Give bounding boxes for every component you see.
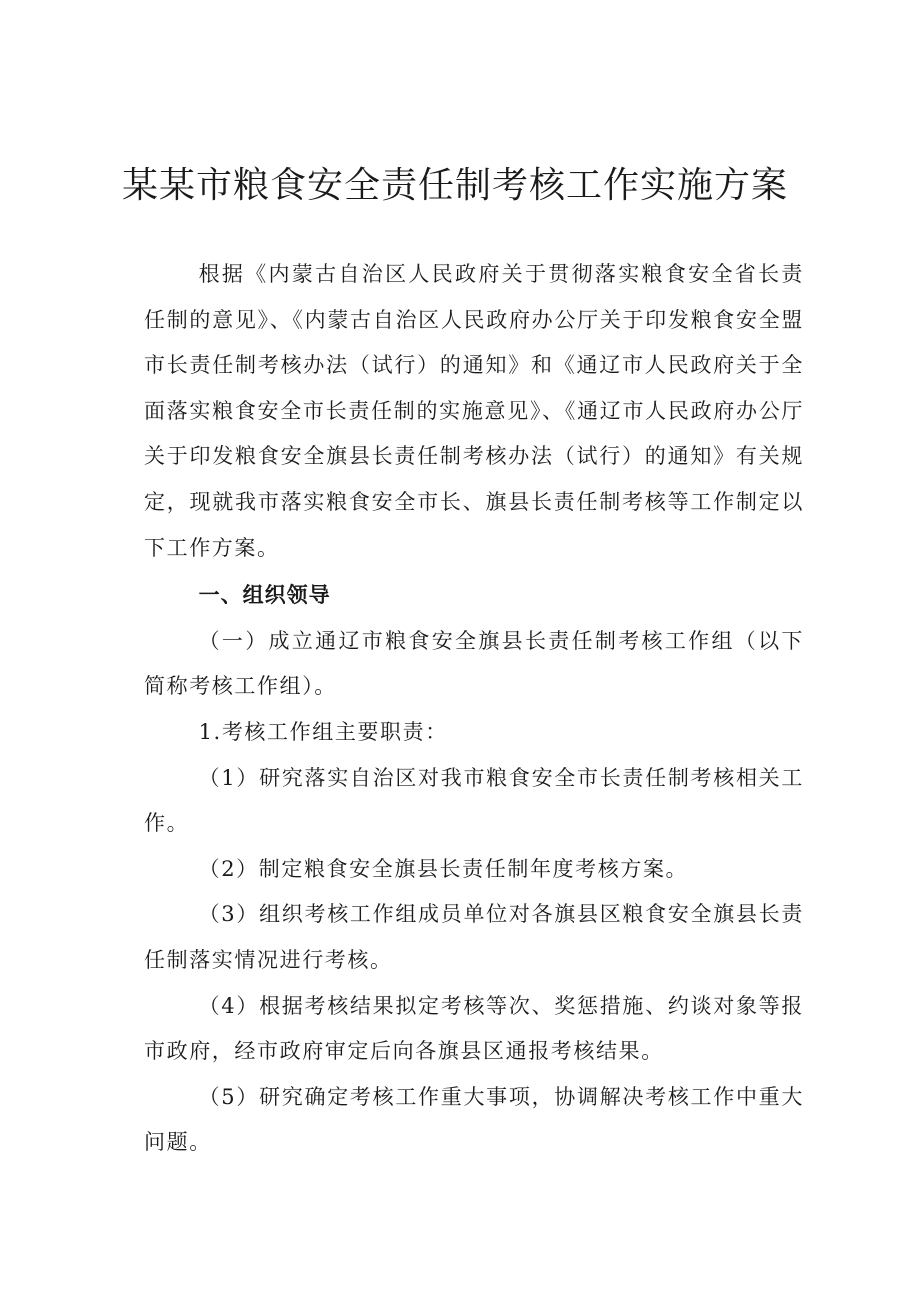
item-heading-duties: 1.考核工作组主要职责：	[198, 719, 448, 744]
duty-item-1: （1）研究落实自治区对我市粮食安全市长责任制考核相关工作。	[144, 765, 804, 836]
duty-item-3: （3）组织考核工作组成员单位对各旗县区粮食安全旗县长责任制落实情况进行考核。	[144, 902, 804, 972]
duty-item-4: （4）根据考核结果拟定考核等次、奖惩措施、约谈对象等报市政府，经市政府审定后向各旗县区通报考核结果。	[144, 993, 804, 1064]
document-title: 某某市粮食安全责任制考核工作实施方案	[121, 165, 788, 206]
duty-item-5: （5）研究确定考核工作重大事项，协调解决考核工作中重大问题。	[144, 1084, 804, 1155]
section-heading-organization: 一、组织领导	[198, 583, 331, 608]
duty-item-2: （2）制定粮食安全旗县长责任制年度考核方案。	[198, 856, 689, 881]
document-body	[144, 252, 804, 1166]
intro-paragraph: 根据《内蒙古自治区人民政府关于贯彻落实粮食安全省长责任制的意见》、《内蒙古自治区人民政府办公厅关于印发粮食安全盟市长责任制考核办法（试行）的通知》和《通辽市人民政府关于全面落实粮食安全市长责任制的实施意见》、《通辽市人民政府办公厅关于印发粮食安全旗县长责任制考核办法（试行）的通知》有关规定，现就我市落实粮食安全市长、旗县长责任制考核等工作制定以下工作方案。	[144, 262, 804, 560]
subsection-paragraph: （一）成立通辽市粮食安全旗县长责任制考核工作组（以下简称考核工作组）。	[144, 628, 804, 699]
